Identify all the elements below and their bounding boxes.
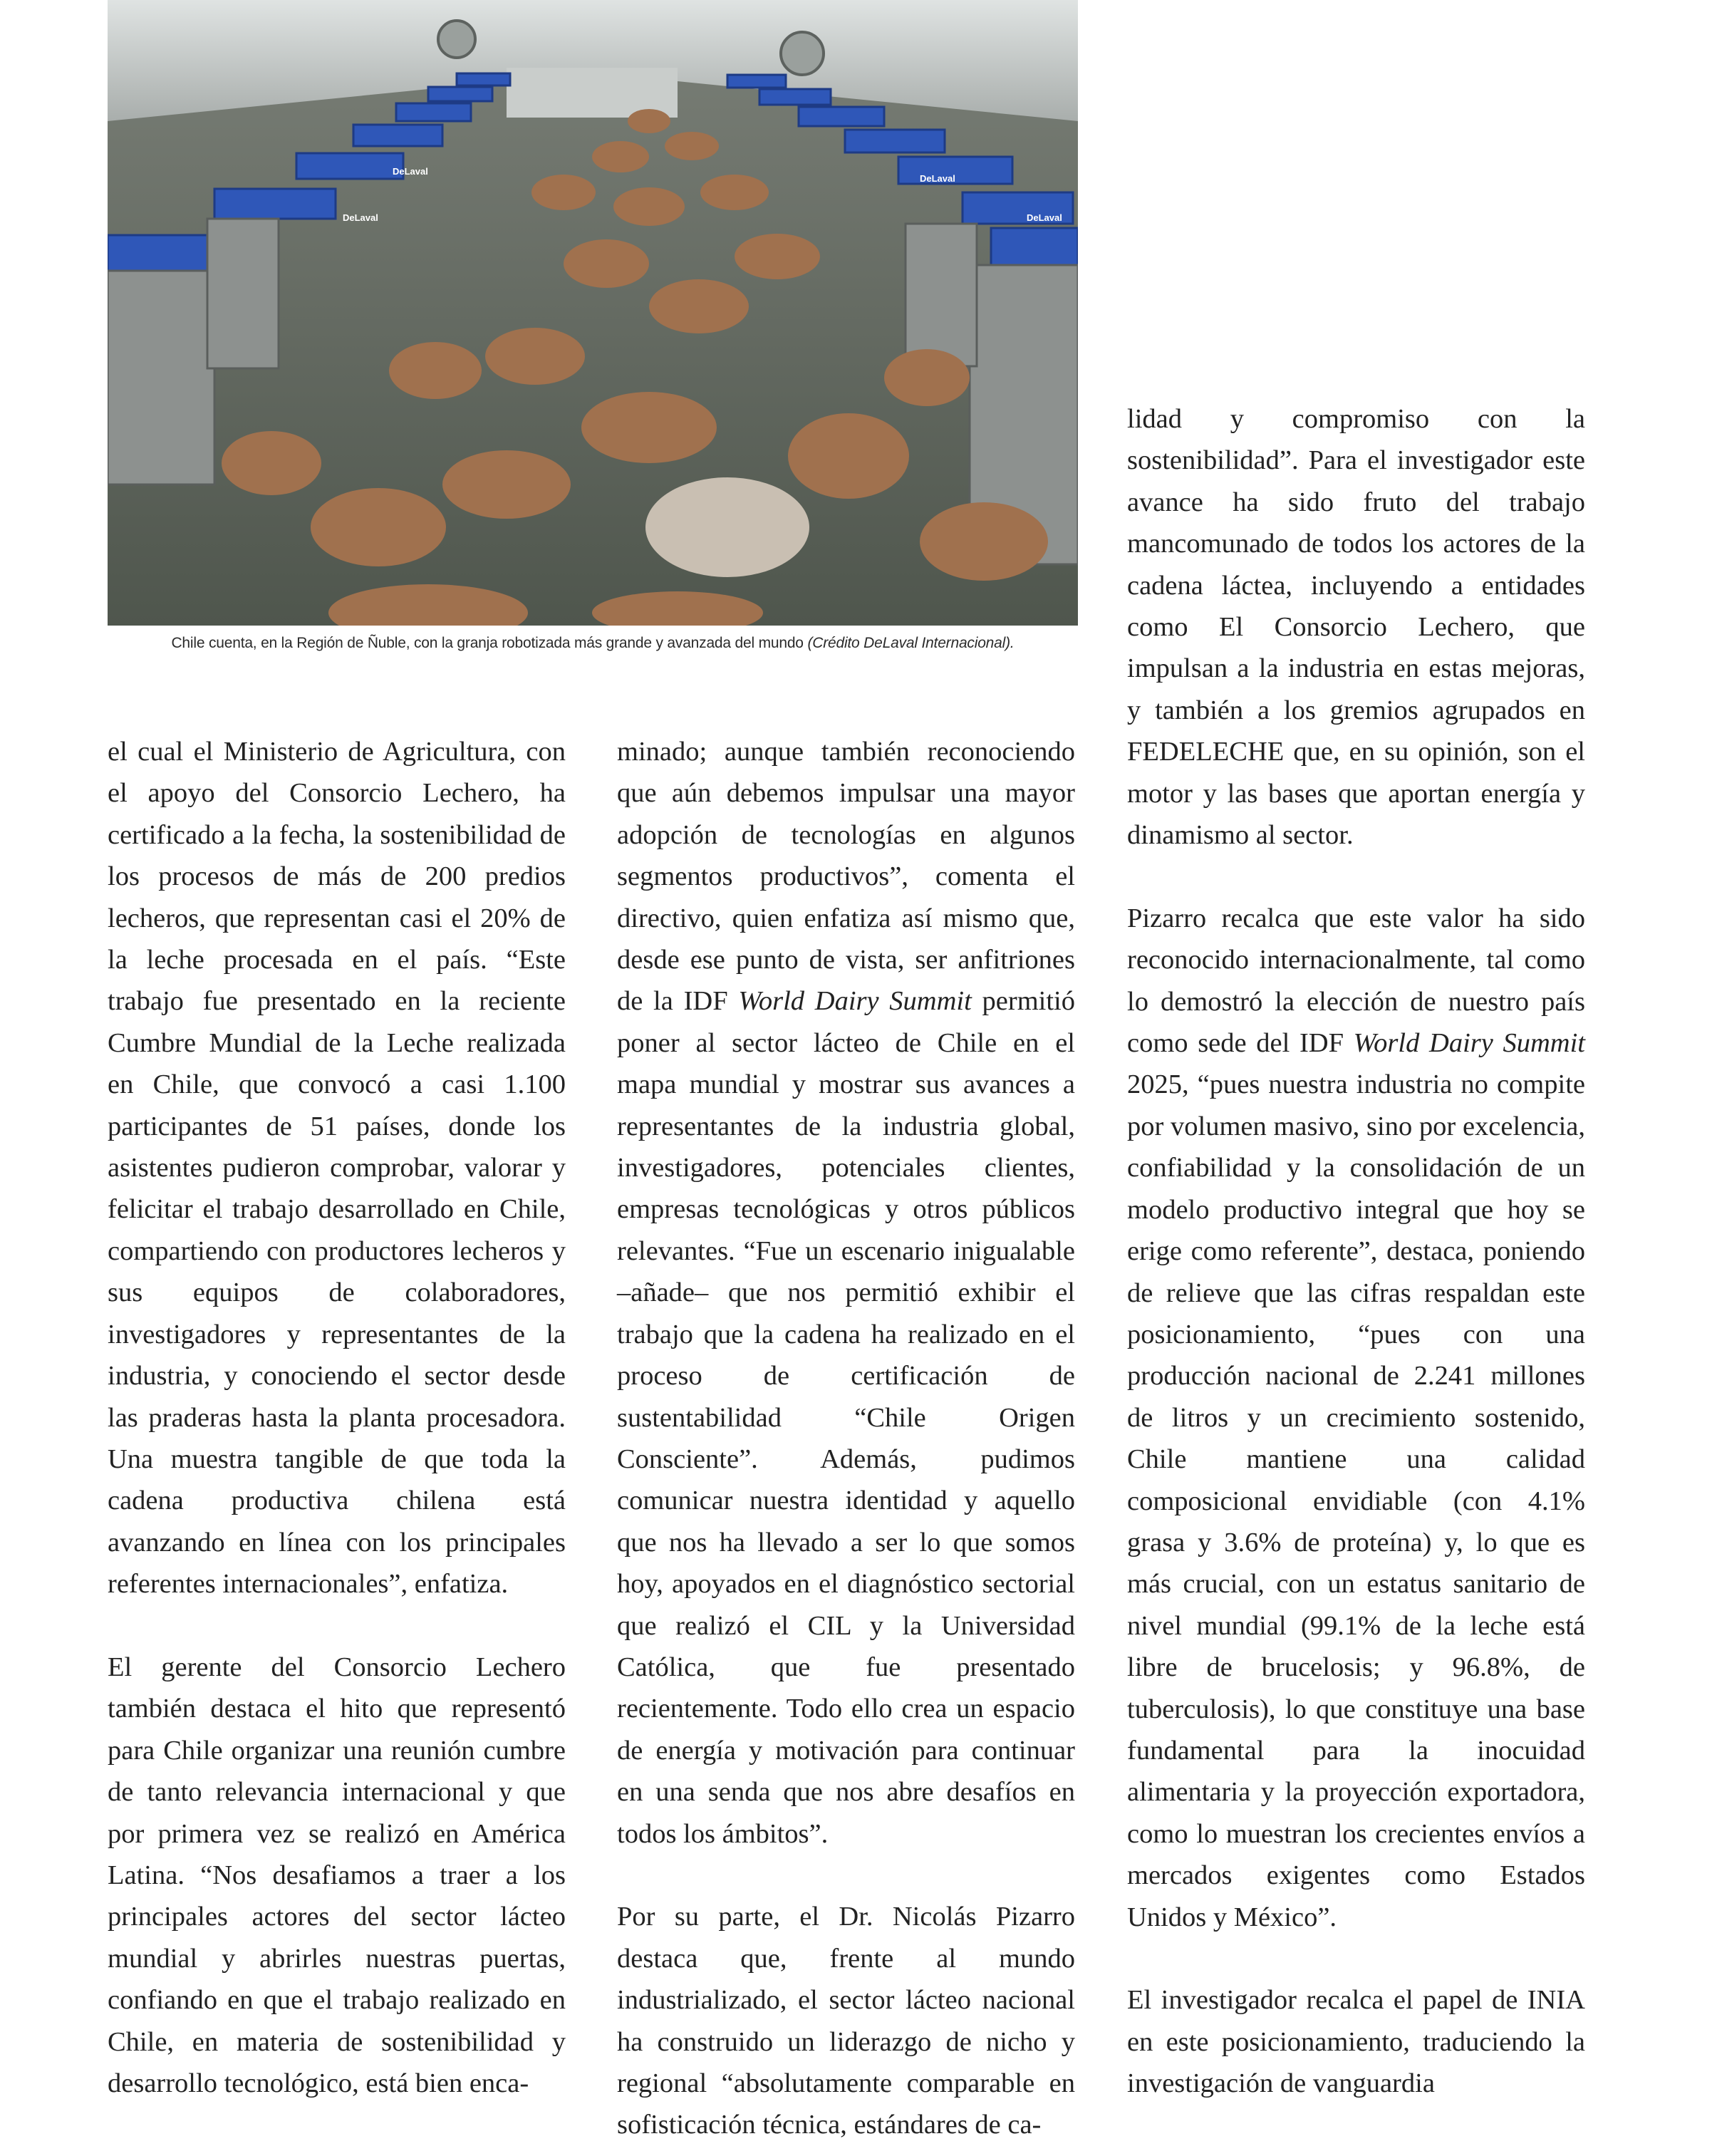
paragraph: lidad y compromiso con la sostenibilidad”. Para el investigador este avance ha sido fruto del trabajo mancomunado de todos los actores de la cadena láctea, incluyendo a entidades como El Consorcio Lechero, que impulsan a la industria en estas mejoras, y también a los gremios agrupados en FEDELECHE que, en su opinión, son el motor y las bases que aportan energía y dinamismo al sector. bbox=[1127, 404, 1585, 851]
paragraph: El investigador recalca el papel de INIA en este posicionamiento, traduciendo la investigación de vanguardia bbox=[1127, 1985, 1585, 2099]
delaval-label: DeLaval bbox=[343, 212, 378, 223]
delaval-label: DeLaval bbox=[1027, 212, 1062, 223]
text-column-2 bbox=[617, 731, 1075, 2146]
paragraph: minado; aunque también reconociendo que aún debemos impulsar una mayor adopción de tecnologías en algunos segmentos productivos”, comenta el directivo, quien enfatiza así mismo que, desde ese punto de vista, ser anfitriones de la IDF World Dairy Summit permitió poner al sector lácteo de Chile en el mapa mundial y mostrar sus avances a representantes de la industria global, investigadores, potenciales clientes, empresas tecnológicas y otros públicos relevantes. “Fue un escenario inigualable –añade– que nos permitió exhibir el trabajo que la cadena ha realizado en el proceso de certificación de sustentabilidad “Chile Origen Consciente”. Además, pudimos comunicar nuestra identidad y aquello que nos ha llevado a ser lo que somos hoy, apoyados en el diagnóstico sectorial que realizó el CIL y la Universidad Católica, que fue presentado recientemente. Todo ello crea un espacio de energía y motivación para continuar en una senda que nos abre desafíos en todos los ámbitos”. bbox=[617, 737, 1075, 1849]
paragraph: El gerente del Consorcio Lechero también destaca el hito que representó para Chile organizar una reunión cumbre de tanto relevancia internacional y que por primera vez se realizó en América Latina. “Nos desafiamos a traer a los principales actores del sector lácteo mundial y abrirles nuestras puertas, confiando en que el trabajo realizado en Chile, en materia de sostenibilidad y desarrollo tecnológico, está bien enca- bbox=[108, 1652, 566, 2098]
caption-credit: (Crédito DeLaval Internacional). bbox=[807, 635, 1015, 651]
text-column-1 bbox=[108, 731, 566, 2104]
text-column-3 bbox=[1127, 398, 1585, 2105]
delaval-label: DeLaval bbox=[393, 166, 428, 177]
paragraph: Por su parte, el Dr. Nicolás Pizarro destaca que, frente al mundo industrializado, el sector lácteo nacional ha construido un liderazgo de nicho y regional “absolutamente comparable en sofisticación técnica, estándares de ca- bbox=[617, 1902, 1075, 2140]
cow-barn-illustration bbox=[108, 0, 1078, 626]
caption-text: Chile cuenta, en la Región de Ñuble, con la granja robotizada más grande y avanzada del mundo bbox=[171, 635, 808, 651]
photo-caption bbox=[108, 633, 1078, 654]
delaval-label: DeLaval bbox=[920, 173, 955, 184]
paragraph: Pizarro recalca que este valor ha sido reconocido internacionalmente, tal como lo demostró la elección de nuestro país como sede del IDF World Dairy Summit 2025, “pues nuestra industria no compite por volumen masivo, sino por excelencia, confiabilidad y la consolidación de un modelo productivo integral que hoy se erige como referente”, destaca, poniendo de relieve que las cifras respaldan este posicionamiento, “pues con una producción nacional de 2.241 millones de litros y un crecimiento sostenido, Chile mantiene una calidad composicional envidiable (con 4.1% grasa y 3.6% de proteína) y, lo que es más crucial, con un estatus sanitario de nivel mundial (99.1% de la leche está libre de brucelosis; y 96.8%, de tuberculosis), lo que constituye una base fundamental para la inocuidad alimentaria y la proyección exportadora, como lo muestran los crecientes envíos a mercados exigentes como Estados Unidos y México”. bbox=[1127, 903, 1585, 1932]
dairy-farm-photo bbox=[108, 0, 1078, 626]
paragraph: el cual el Ministerio de Agricultura, con el apoyo del Consorcio Lechero, ha certificado a la fecha, la sostenibilidad de los procesos de más de 200 predios lecheros, que representan casi el 20% de la leche procesada en el país. “Este trabajo fue presentado en la reciente Cumbre Mundial de la Leche realizada en Chile, que convocó a casi 1.100 participantes de 51 países, donde los asistentes pudieron comprobar, valorar y felicitar el trabajo desarrollado en Chile, compartiendo con productores lecheros y sus equipos de colaboradores, investigadores y representantes de la industria, y conociendo el sector desde las praderas hasta la planta procesadora. Una muestra tangible de que toda la cadena productiva chilena está avanzando en línea con los principales referentes internacionales”, enfatiza. bbox=[108, 737, 566, 1600]
